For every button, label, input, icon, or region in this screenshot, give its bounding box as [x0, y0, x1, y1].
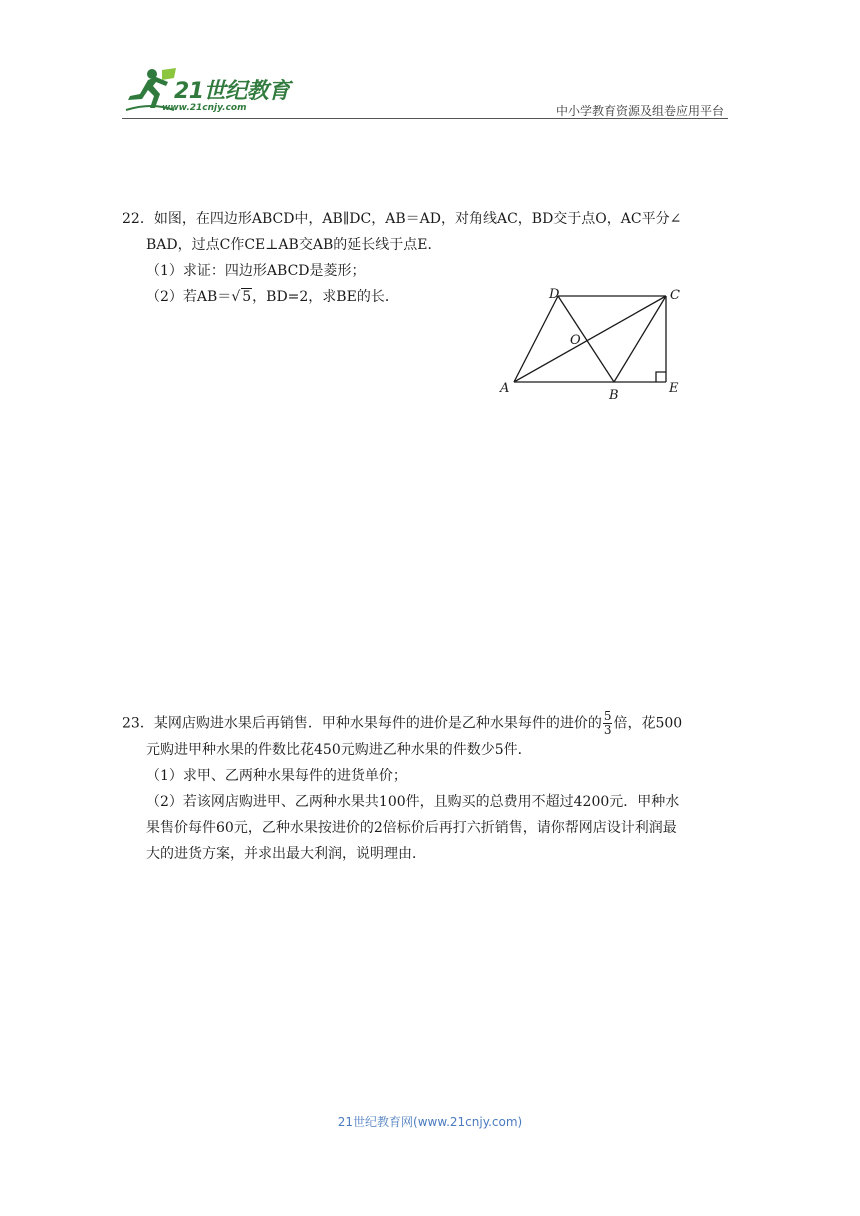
q23-number: 23．	[122, 715, 154, 732]
q23-part2-line3: 大的进货方案，并求出最大利润，说明理由．	[146, 846, 426, 862]
label-C: C	[670, 288, 680, 303]
fraction-numerator: 5	[603, 709, 612, 723]
segment-BC	[614, 296, 666, 382]
q23-part2-line1: （2）若该网店购进甲、乙两种水果共100件，且购买的总费用不超过4200元．甲种水	[146, 794, 680, 810]
label-O: O	[570, 333, 581, 348]
diagonal-AC	[514, 296, 666, 382]
q22-part1: （1）求证：四边形ABCD是菱形；	[146, 263, 366, 279]
q23-line1	[122, 710, 732, 737]
q22-text-line1: 如图，在四边形ABCD中，AB∥DC，AB＝AD，对角线AC，BD交于点O，AC平分∠	[153, 211, 682, 227]
label-B: B	[609, 388, 619, 402]
q22-number: 22．	[122, 211, 154, 227]
logo-url: www.21cnjy.com	[162, 103, 247, 113]
page-footer: 21世纪教育网(www.21cnjy.com)	[337, 1115, 523, 1129]
q22-sqrt-value: 5	[242, 289, 252, 305]
label-A: A	[500, 381, 510, 396]
q23-part1: （1）求甲、乙两种水果每件的进货单价；	[146, 768, 407, 784]
label-D: D	[549, 287, 560, 302]
q23-line1-post: 倍，花500	[613, 715, 683, 732]
fraction	[603, 710, 613, 737]
q22-stem-line1	[122, 206, 732, 232]
q22-part2-post: ，BD=2，求BE的长．	[252, 289, 399, 305]
q23-line1-pre: 某网店购进水果后再销售．甲种水果每件的进价是乙种水果每件的进价的	[153, 715, 602, 732]
label-E: E	[669, 381, 679, 396]
platform-tagline: 中小学教育资源及组卷应用平台	[555, 104, 724, 118]
q23-line2: 元购进甲种水果的件数比花450元购进乙种水果的件数少5件．	[146, 742, 532, 758]
q22-part2: （2）若AB＝√ 5，BD=2，求BE的长．	[146, 289, 399, 305]
header-divider	[122, 118, 728, 119]
q22-part2-pre: （2）若AB＝	[146, 289, 232, 305]
fraction-denominator: 3	[603, 723, 612, 737]
q23-part2-line2: 果售价每件60元，乙种水果按进价的2倍标价后再打六折销售，请你帮网店设计利润最	[146, 820, 677, 836]
logo-text: 21世纪教育	[174, 79, 290, 104]
logo	[122, 66, 302, 116]
question-23	[122, 710, 732, 867]
page-header	[122, 66, 728, 118]
diagonal-BD	[558, 296, 614, 382]
right-angle-mark	[656, 372, 666, 382]
q22-text-line2: BAD，过点C作CE⊥AB交AB的延长线于点E．	[146, 237, 442, 253]
rhombus-figure	[496, 282, 686, 402]
